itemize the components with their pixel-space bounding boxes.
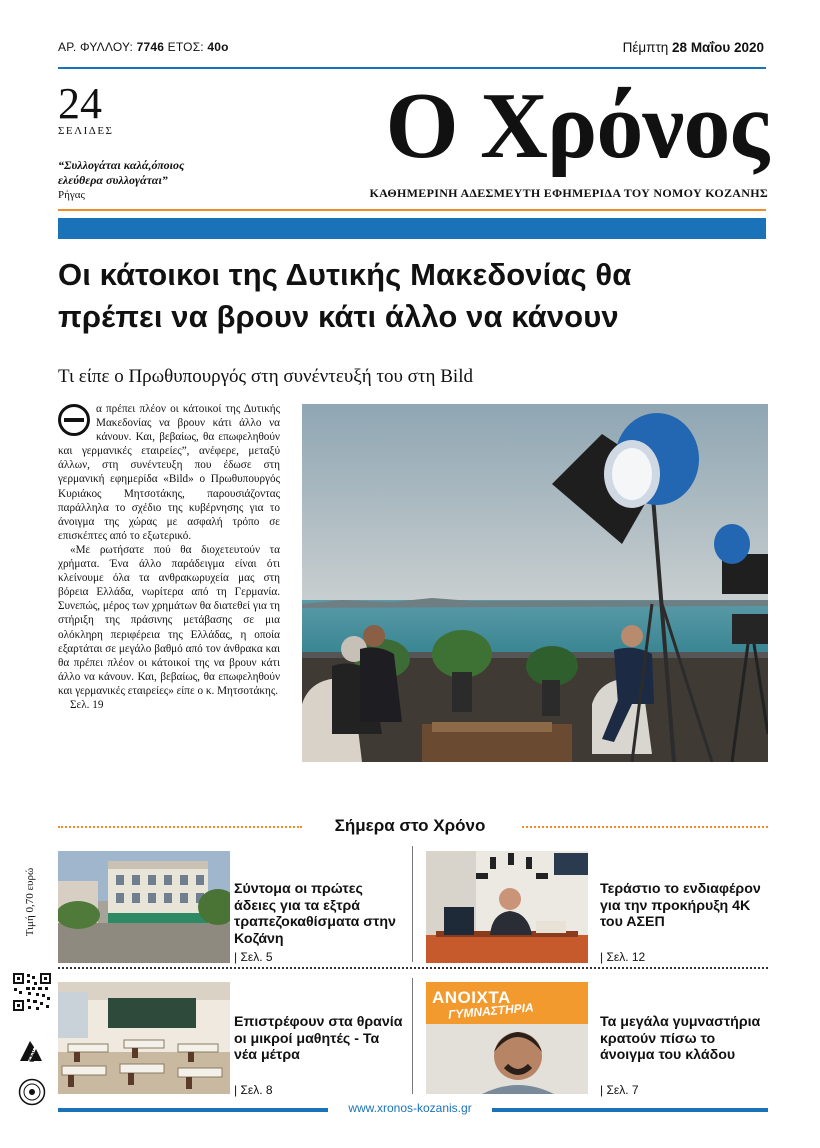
- asep-office-image: [426, 851, 588, 963]
- story-ref-4[interactable]: | Σελ. 7: [600, 1083, 639, 1097]
- story-ref-2[interactable]: | Σελ. 12: [600, 950, 646, 964]
- qr-code-icon[interactable]: [12, 972, 52, 1012]
- story-thumb-asep-office[interactable]: [426, 851, 588, 963]
- website-link[interactable]: www.xronos-kozanis.gr: [348, 1101, 472, 1115]
- pages-label: ΣΕΛΙΔΕΣ: [58, 125, 114, 137]
- article-page-ref[interactable]: Σελ. 19: [70, 698, 104, 711]
- lead-subhead: Τι είπε ο Πρωθυπουργός στη συνέντευξή του στη Bild: [58, 366, 473, 387]
- lead-photo-interview: [302, 404, 768, 762]
- story-title-3[interactable]: Επιστρέφουν στα θρανία οι μικροί μαθητές - Τα νέα μέτρα: [234, 1014, 403, 1063]
- blue-band: [58, 218, 766, 239]
- stories-row-divider: [58, 967, 768, 969]
- orange-divider: [58, 209, 766, 211]
- price: Τιμή 0,70 ευρώ: [24, 867, 36, 937]
- story-ref-1[interactable]: | Σελ. 5: [234, 950, 273, 964]
- story-title-1[interactable]: Σύντομα οι πρώτες άδειες για τα εξτρά τραπεζοκαθίσματα στην Κοζάνη: [234, 881, 396, 947]
- motto: “Συλλογάται καλά,όποιος ελεύθερα συλλογάται”: [58, 158, 185, 187]
- issue-date: Πέμπτη 28 Μαΐου 2020: [622, 40, 764, 55]
- year-value: 40ο: [207, 40, 229, 54]
- newspaper-subtitle: ΚΑΘΗΜΕΡΙΝΗ ΑΔΕΣΜΕΥΤΗ ΕΦΗΜΕΡΙΔΑ ΤΟΥ ΝΟΜΟΥ ΚΟΖΑΝΗΣ: [369, 186, 768, 200]
- column-divider-top: [412, 846, 413, 962]
- article-paragraph-1: α πρέπει πλέον οι κάτοικοί της Δυτικής Μακεδονίας να βρουν κάτι άλλο να κάνουν. Και, βεβαίως, θα επωφεληθούν και γερμανικές εταιρείες”, ανέφερε, μεταξύ άλλων, στη συνέντευξη που έδωσε στη γερμανική εφημερίδα «Bild» ο Πρωθυπουργός Κυριάκος Μητσοτάκης, παρουσιάζοντας παράλληλα το σχέδιο της κυβέρνησης για το άνοιγμα της χώρας με ασφαλή τρόπο σε επισκέπτες από το εξωτερικό.: [58, 403, 280, 542]
- story-title-2[interactable]: Τεράστιο το ενδιαφέρον για την προκήρυξη 4Κ του ΑΣΕΠ: [600, 881, 761, 930]
- article-paragraph-2: «Με ρωτήσατε πού θα διοχετευτούν τα χρήματα. Ένα άλλο παράδειγμα είναι ότι κλείνουμε όλα τα ανθρακωρυχεία μας στη βόρεια Ελλάδα, νωρίτερα από τη Γερμανία. Συνεπώς, μέρος των χρημάτων θα διατεθεί για τη στήριξη της πράσινης μετάβασης σε μια ολόκληρη περιφέρεια της Ελλάδας, η οποία εξαρτάται σε μεγάλο βαθμό από τον άνθρακα και θα πρέπει πλέον οι κάτοικοί της να βρουν κάτι άλλο να κάνουν. Και, βεβαίως, θα επωφεληθούν και γερμανικές εταιρείες» είπε ο κ. Μητσοτάκης.: [58, 543, 280, 697]
- newspaper-title: Ο Χρόνος: [385, 74, 768, 178]
- issue-info: ΑΡ. ΦΥΛΛΟΥ: 7746 ΕΤΟΣ: 40ο: [58, 40, 229, 54]
- lead-headline[interactable]: Οι κάτοικοι της Δυτικής Μακεδονίας θα πρέπει να βρουν κάτι άλλο να κάνουν: [58, 257, 632, 334]
- gym-sign-line1: ΑΝΟΙΧΤΑ: [432, 988, 511, 1007]
- story-ref-3[interactable]: | Σελ. 8: [234, 1083, 273, 1097]
- interview-scene-image: [302, 404, 768, 762]
- pages-number: 24: [58, 79, 102, 128]
- story-thumb-gyms[interactable]: [426, 982, 588, 1094]
- elta-label: ΕΛΤΑ: [30, 1046, 36, 1062]
- dropcap-theta-icon: [58, 404, 90, 436]
- footer-bar-right: [492, 1108, 768, 1112]
- motto-author: Ρήγας: [58, 189, 85, 201]
- lead-article: [58, 402, 280, 712]
- classroom-image: [58, 982, 230, 1094]
- gym-sign-line2: ΓΥΜΝΑΣΤΗΡΙΑ: [447, 1000, 535, 1022]
- today-section-title: Σήμερα στο Χρόνο: [334, 816, 486, 835]
- column-divider-bottom: [412, 978, 413, 1094]
- today-divider-right: [522, 826, 768, 828]
- story-thumb-classroom[interactable]: [58, 982, 230, 1094]
- issue-number: 7746: [136, 40, 165, 54]
- story-title-4[interactable]: Τα μεγάλα γυμναστήρια κρατούν πίσω το άνοιγμα του κλάδου: [600, 1014, 761, 1063]
- top-divider: [58, 67, 766, 69]
- story-thumb-kozani-square[interactable]: [58, 851, 230, 963]
- kozani-square-image: [58, 851, 230, 963]
